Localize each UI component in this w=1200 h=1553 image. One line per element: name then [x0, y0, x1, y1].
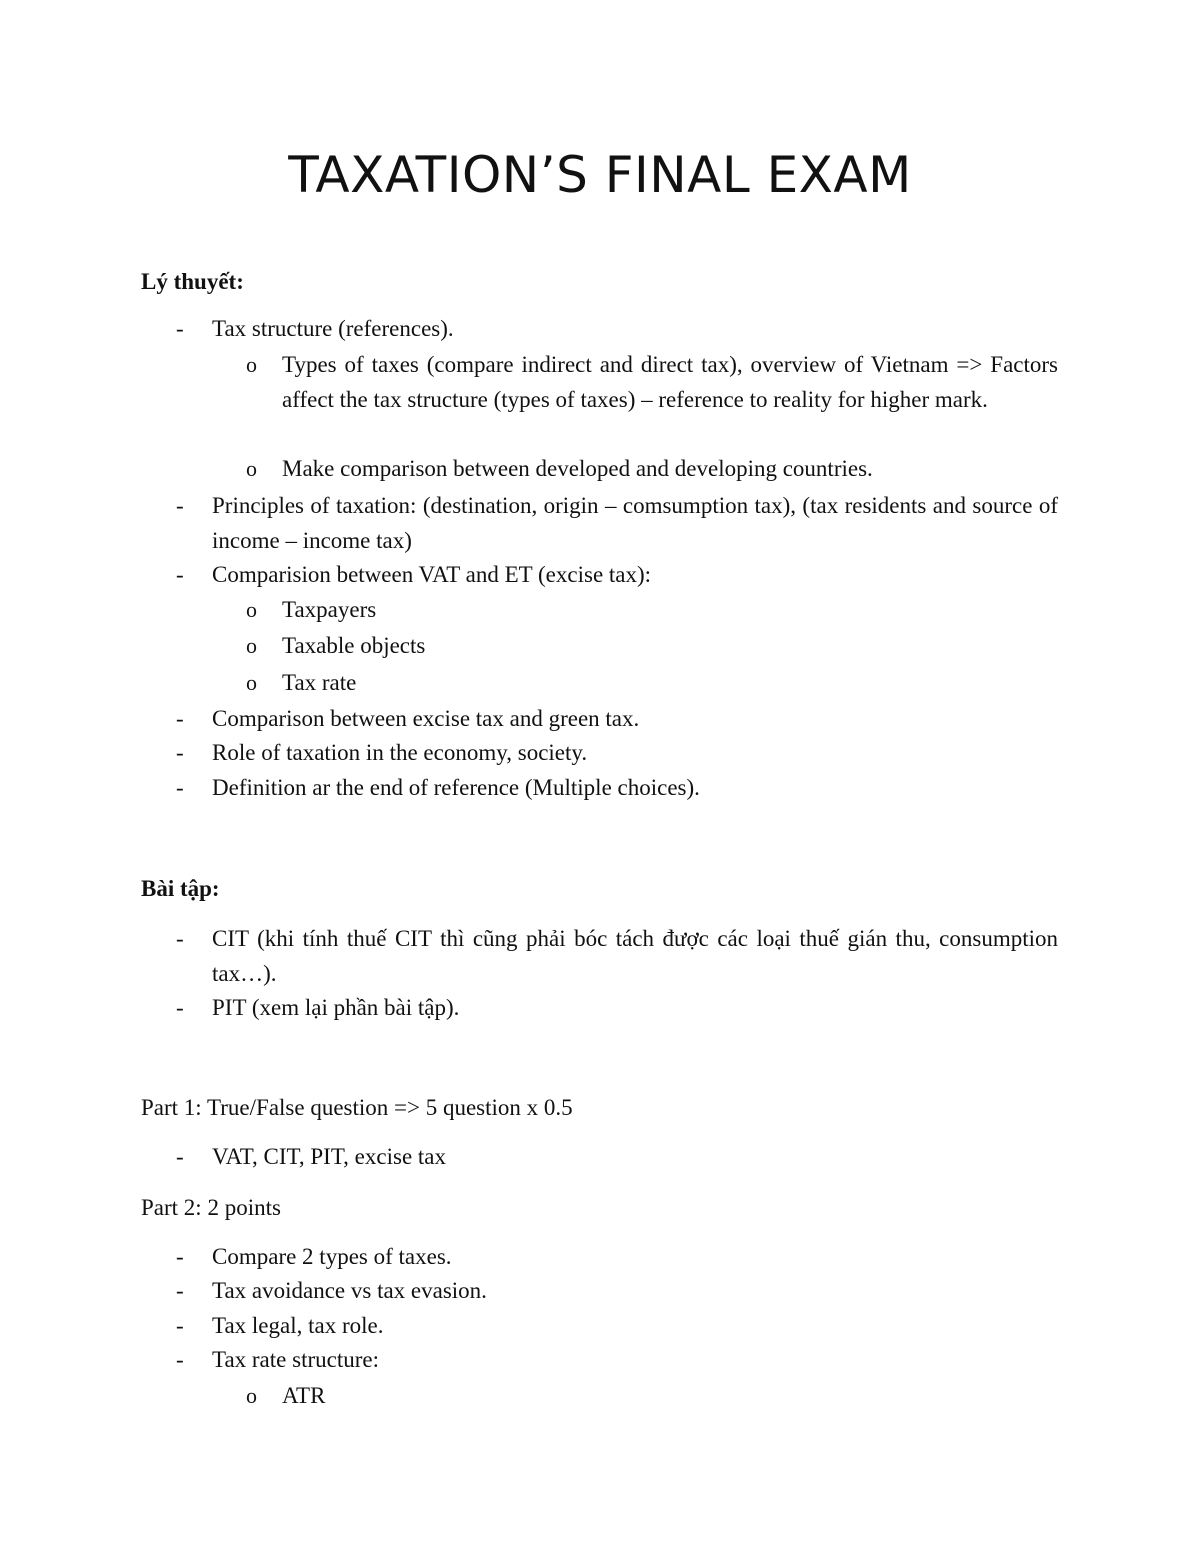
list-item-text: PIT (xem lại phần bài tập). — [212, 995, 460, 1020]
sub-list-item — [246, 1378, 1058, 1413]
sub-list-item — [246, 347, 1058, 417]
list-item — [176, 735, 1058, 770]
list-item-text: Tax rate structure: — [212, 1347, 379, 1372]
dash-bullet: - — [176, 1278, 184, 1303]
list-item-text: Tax avoidance vs tax evasion. — [212, 1278, 487, 1303]
sub-list-item — [246, 451, 1058, 486]
list-item-text: CIT (khi tính thuế CIT thì cũng phải bóc tách được các loại thuế gián thu, consumption tax…). — [212, 926, 1058, 986]
circle-bullet: o — [246, 352, 257, 377]
dash-bullet: - — [176, 316, 184, 341]
dash-bullet: - — [176, 1244, 184, 1269]
dash-bullet: - — [176, 1144, 184, 1169]
dash-bullet: - — [176, 562, 184, 587]
circle-bullet: o — [246, 456, 257, 481]
list-item — [176, 1239, 1058, 1274]
circle-bullet: o — [246, 597, 257, 622]
sub-list-item — [246, 628, 1058, 663]
list-item — [176, 1139, 1058, 1174]
list-item-text: Make comparison between developed and developing countries. — [282, 456, 873, 481]
dash-bullet: - — [176, 1347, 184, 1372]
dash-bullet: - — [176, 493, 184, 518]
list-item-text: Comparision between VAT and ET (excise tax): — [212, 562, 652, 587]
list-item — [176, 557, 1058, 592]
list-item-text: Tax legal, tax role. — [212, 1313, 384, 1338]
list-item — [176, 921, 1058, 991]
list-item-text: Compare 2 types of taxes. — [212, 1244, 452, 1269]
list-item-text: VAT, CIT, PIT, excise tax — [212, 1144, 446, 1169]
list-item — [176, 488, 1058, 558]
list-item-text: ATR — [282, 1383, 326, 1408]
list-item-text: Tax structure (references). — [212, 316, 454, 341]
page-title: TAXATION’S FINAL EXAM — [288, 146, 912, 204]
circle-bullet: o — [246, 670, 257, 695]
list-item-text: Taxpayers — [282, 597, 377, 622]
list-item-text: Role of taxation in the economy, society. — [212, 740, 588, 765]
list-item — [176, 1273, 1058, 1308]
dash-bullet: - — [176, 775, 184, 800]
list-item — [176, 1342, 1058, 1377]
list-item-text: Tax rate — [282, 670, 357, 695]
dash-bullet: - — [176, 1313, 184, 1338]
dash-bullet: - — [176, 706, 184, 731]
circle-bullet: o — [246, 1383, 257, 1408]
circle-bullet: o — [246, 633, 257, 658]
list-item-text: Principles of taxation: (destination, origin – comsumption tax), (tax residents and source of income – income tax) — [212, 493, 1058, 553]
dash-bullet: - — [176, 926, 184, 951]
list-item — [176, 311, 1058, 346]
dash-bullet: - — [176, 995, 184, 1020]
section-heading-theory: Lý thuyết: — [141, 269, 244, 294]
list-item-text: Taxable objects — [282, 633, 426, 658]
sub-list-item — [246, 665, 1058, 700]
dash-bullet: - — [176, 740, 184, 765]
section-heading-exercises: Bài tập: — [141, 876, 220, 901]
list-item-text: Comparison between excise tax and green tax. — [212, 706, 640, 731]
list-item — [176, 701, 1058, 736]
part1-heading: Part 1: True/False question => 5 question x 0.5 — [141, 1095, 573, 1120]
list-item-text: Definition ar the end of reference (Multiple choices). — [212, 775, 700, 800]
part2-heading: Part 2: 2 points — [141, 1195, 281, 1220]
list-item — [176, 770, 1058, 805]
sub-list-item — [246, 592, 1058, 627]
list-item — [176, 990, 1058, 1025]
list-item-text: Types of taxes (compare indirect and direct tax), overview of Vietnam => Factors affect the tax structure (types of taxes) – reference to reality for higher mark. — [282, 352, 1058, 412]
list-item — [176, 1308, 1058, 1343]
